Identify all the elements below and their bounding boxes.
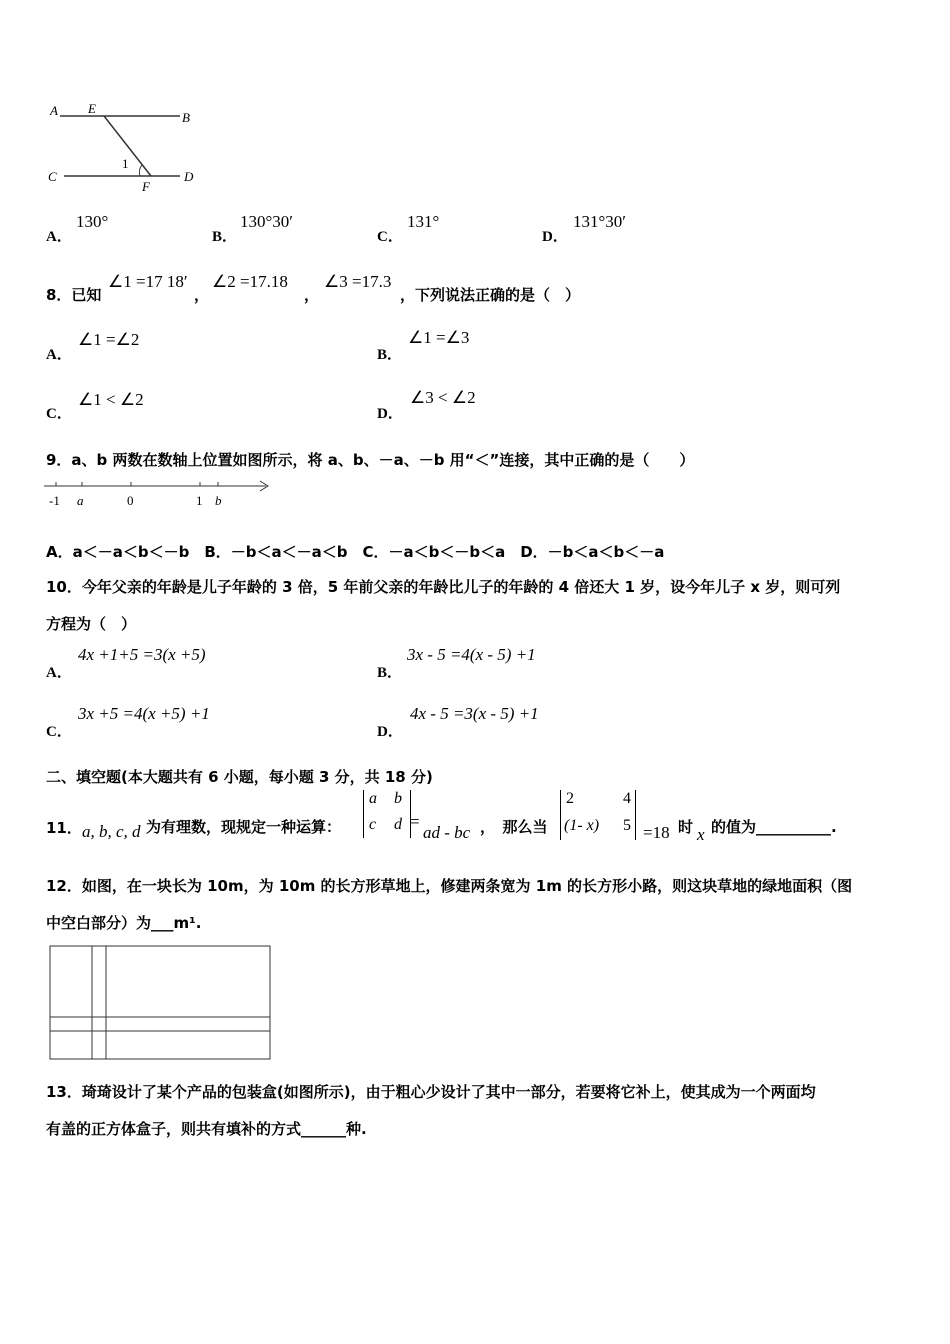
q11-determinant-1 <box>363 790 411 838</box>
label-b: B <box>182 110 190 125</box>
q7-option-c-value: 131° <box>407 212 440 231</box>
q11-text1: 为有理数，现规定一种运算： <box>146 818 342 836</box>
q11-text2: ， 那么当 <box>480 818 548 836</box>
label-e: E <box>88 101 96 116</box>
q8-option-b-label: B． <box>377 347 403 363</box>
q11-rhs1: ad - bc <box>423 823 471 842</box>
q10-line2: 方程为（ ） <box>46 615 137 633</box>
q10-option-d-value: 4x - 5 =3(x - 5) +1 <box>410 704 539 723</box>
q10-option-d-label: D． <box>377 724 403 740</box>
q7-option-d-value: 131°30′ <box>573 212 627 231</box>
q11-text4: 的值为__________. <box>711 818 837 836</box>
lawn-figure <box>48 944 274 1062</box>
q8-angle2: ∠2 =17.18 <box>212 272 288 291</box>
q8-angle1: ∠1 =17 18′ <box>108 272 188 291</box>
det2-r2c2: 5 <box>623 817 631 834</box>
label-d: D <box>184 169 194 184</box>
q13-line2: 有盖的正方体盒子，则共有填补的方式______种. <box>46 1120 367 1138</box>
lawn-outline <box>50 946 270 1059</box>
q13-line1: 13．琦琦设计了某个产品的包装盒(如图所示)，由于粗心少设计了其中一部分，若要将它补上，使其成为一个两面均 <box>46 1083 816 1101</box>
q10-option-a-value: 4x +1+5 =3(x +5) <box>78 645 206 664</box>
q8-option-d-value: ∠3 < ∠2 <box>410 388 476 407</box>
q11-eq2: =18 <box>643 823 670 842</box>
q10-option-b-value: 3x - 5 =4(x - 5) +1 <box>407 645 536 664</box>
q8-option-c-label: C． <box>46 406 72 422</box>
q7-option-c-label: C． <box>377 229 403 245</box>
q8-sep1: ， <box>194 286 210 304</box>
q10-option-a-label: A． <box>46 665 72 681</box>
q11-vars: a, b, c, d <box>82 822 141 841</box>
det2-r1c1: 2 <box>566 790 574 807</box>
q11-text3: 时 <box>678 818 694 836</box>
label-f: F <box>142 179 150 194</box>
q11-x: x <box>697 825 705 844</box>
q12-line1: 12．如图，在一块长为 10m，为 10m 的长方形草地上，修建两条宽为 1m 的长方形小路，则这块草地的绿地面积（图 <box>46 877 853 895</box>
tick-a: a <box>77 493 84 508</box>
q8-tail: ，下列说法正确的是（ ） <box>400 286 581 304</box>
q11-number: 11． <box>46 819 82 837</box>
tick-one: 1 <box>196 493 203 508</box>
q7-option-a-label: A． <box>46 229 72 245</box>
q8-sep2: ， <box>304 286 320 304</box>
q7-option-a-value: 130° <box>76 212 109 231</box>
q10-line1: 10．今年父亲的年龄是儿子年龄的 3 倍，5 年前父亲的年龄比儿子的年龄的 4 倍还大 1 岁，设今年儿子 x 岁，则可列 <box>46 578 841 596</box>
label-a: A <box>50 103 58 118</box>
det1-b: b <box>394 790 402 807</box>
q10-option-b-label: B． <box>377 665 403 681</box>
det1-d: d <box>394 816 402 833</box>
det1-c: c <box>369 816 377 833</box>
q10-option-c-label: C． <box>46 724 72 740</box>
q8-option-a-value: ∠1 =∠2 <box>78 330 140 349</box>
det2-r1c2: 4 <box>623 790 631 807</box>
q7-option-d-label: D． <box>542 229 568 245</box>
q9-options: A．a＜－a＜b＜－b B．－b＜a＜－a＜b C．－a＜b＜－b＜a D．－b＜a＜b＜－a <box>46 543 665 561</box>
q8-option-d-label: D． <box>377 406 403 422</box>
section2-title: 二、填空题(本大题共有 6 小题，每小题 3 分，共 18 分) <box>46 768 433 786</box>
q11-eq1: = <box>410 812 420 831</box>
tick-b: b <box>215 493 222 508</box>
number-line <box>40 474 280 514</box>
q8-option-b-value: ∠1 =∠3 <box>408 328 470 347</box>
parallel-lines-figure <box>40 95 210 200</box>
angle-1-arc <box>139 165 142 176</box>
label-c: C <box>48 169 57 184</box>
q10-option-c-value: 3x +5 =4(x +5) +1 <box>78 704 210 723</box>
q8-prefix: 8．已知 <box>46 286 102 304</box>
det2-r2c1: (1- x) <box>564 817 600 834</box>
q7-option-b-value: 130°30′ <box>240 212 294 231</box>
q9-text: 9．a、b 两数在数轴上位置如图所示，将 a、b、－a、－b 用“＜”连接，其中正确的是（ ） <box>46 451 695 469</box>
det1-a: a <box>369 790 377 807</box>
q7-option-b-label: B． <box>212 229 238 245</box>
q12-line2: 中空白部分）为___m¹. <box>46 914 202 932</box>
q8-option-c-value: ∠1 < ∠2 <box>78 390 144 409</box>
tick-zero: 0 <box>127 493 134 508</box>
label-angle-1: 1 <box>122 156 129 171</box>
q8-angle3: ∠3 =17.3 <box>324 272 392 291</box>
q8-option-a-label: A． <box>46 347 72 363</box>
tick-minus-one: -1 <box>49 493 60 508</box>
q11-determinant-2 <box>560 790 636 840</box>
